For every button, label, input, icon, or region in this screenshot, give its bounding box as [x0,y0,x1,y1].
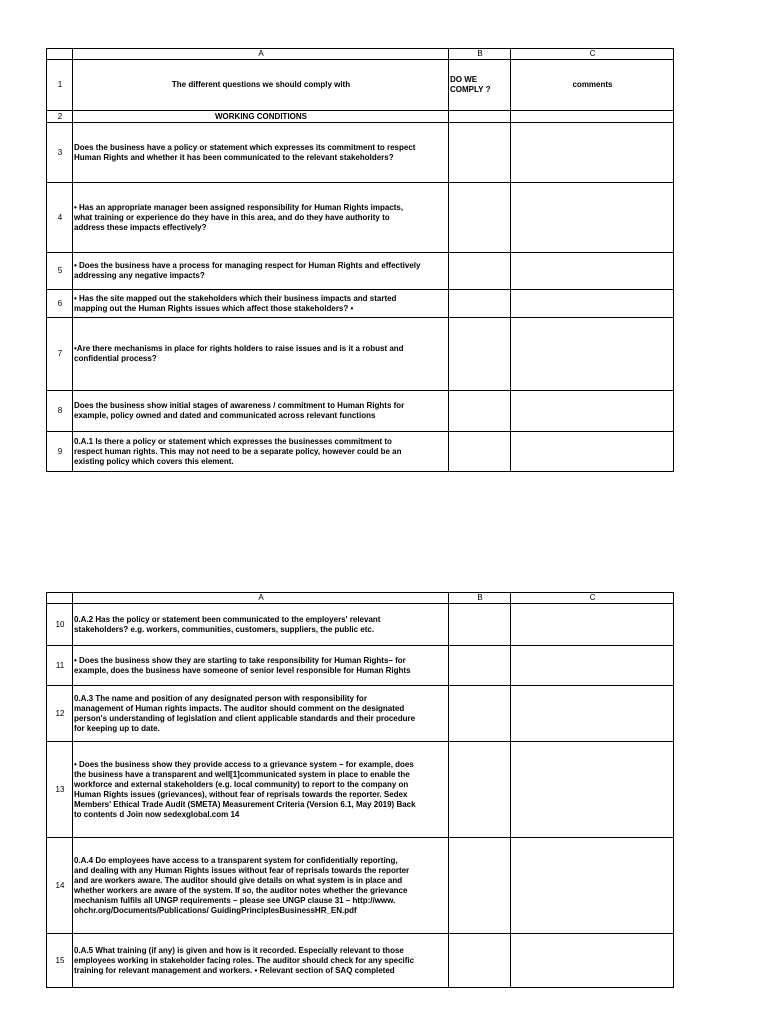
row-number[interactable]: 9 [47,432,73,472]
comply-cell[interactable] [449,838,511,934]
column-header-a[interactable]: A [73,593,449,604]
comply-cell[interactable] [449,742,511,838]
section-title[interactable]: WORKING CONDITIONS [73,111,449,123]
question-cell[interactable]: 0.A.5 What training (if any) is given and how is it recorded. Especially relevant to those employees working in stakeholder facing roles. The auditor should check for any specific training for relevant management and workers. • Relevant section of SAQ completed [73,934,449,988]
row-number[interactable]: 13 [47,742,73,838]
sheet-table-1 [46,48,674,472]
column-header-c[interactable]: C [511,593,674,604]
table-row [47,646,674,686]
question-cell[interactable]: 0.A.1 Is there a policy or statement which expresses the businesses commitment to respect human rights. This may not need to be a separate policy, however could be an existing policy which covers this element. [73,432,449,472]
section-row [47,111,674,123]
sheet-table-2 [46,592,674,988]
row-number[interactable]: 11 [47,646,73,686]
row-number[interactable]: 15 [47,934,73,988]
comply-cell[interactable] [449,432,511,472]
comments-cell[interactable] [511,111,674,123]
comments-cell[interactable] [511,646,674,686]
comments-cell[interactable] [511,432,674,472]
comply-cell[interactable] [449,391,511,432]
comments-header[interactable]: comments [511,60,674,111]
column-header-b[interactable]: B [449,593,511,604]
table-row [47,183,674,253]
row-number[interactable]: 10 [47,604,73,646]
table-row [47,391,674,432]
comments-cell[interactable] [511,290,674,318]
column-header-row [47,49,674,60]
comply-cell[interactable] [449,934,511,988]
comments-cell[interactable] [511,391,674,432]
column-header-row [47,593,674,604]
comply-header[interactable]: DO WE COMPLY ? [449,60,511,111]
comply-cell[interactable] [449,253,511,290]
comments-cell[interactable] [511,742,674,838]
question-cell[interactable]: •Are there mechanisms in place for rights holders to raise issues and is it a robust and confidential process? [73,318,449,391]
comments-cell[interactable] [511,934,674,988]
table-row [47,838,674,934]
comments-cell[interactable] [511,838,674,934]
comments-cell[interactable] [511,604,674,646]
column-header-a[interactable]: A [73,49,449,60]
comply-cell[interactable] [449,183,511,253]
row-number[interactable]: 3 [47,123,73,183]
row-number[interactable]: 7 [47,318,73,391]
table-row [47,123,674,183]
row-number[interactable]: 14 [47,838,73,934]
question-cell[interactable]: • Has the site mapped out the stakeholders which their business impacts and started mapping out the Human Rights issues which affect those stakeholders? • [73,290,449,318]
question-cell[interactable]: Does the business show initial stages of awareness / commitment to Human Rights for example, policy owned and dated and communicated across relevant functions [73,391,449,432]
row-number[interactable]: 2 [47,111,73,123]
table-row [47,604,674,646]
comply-cell[interactable] [449,646,511,686]
row-number[interactable]: 8 [47,391,73,432]
question-cell[interactable]: 0.A.4 Do employees have access to a transparent system for confidentially reporting, and dealing with any Human Rights issues without fear of reprisals towards the reporter and are workers aware. The auditor should give details on what system is in place and whether workers are aware of the system. If so, the auditor notes whether the grievance mechanism fulfils all UNGP requirements – please see UNGP clause 31 – http://www. ohchr.org/Documents/Publications/ GuidingPrinciplesBusinessHR_EN.pdf [73,838,449,934]
question-cell[interactable]: • Does the business show they provide access to a grievance system – for example, does the business have a transparent and well[1]communicated system in place to enable the workforce and external stakeholders (e.g. local community) to report to the company on Human Rights issues (grievances), without fear of reprisals towards the reporter. Sedex Members' Ethical Trade Audit (SMETA) Measurement Criteria (Version 6.1, May 2019) Back to contents d Join now sedexglobal.com 14 [73,742,449,838]
row-number[interactable]: 1 [47,60,73,111]
table-row [47,686,674,742]
row-number[interactable]: 12 [47,686,73,742]
comply-cell[interactable] [449,604,511,646]
comply-cell[interactable] [449,123,511,183]
question-cell[interactable]: Does the business have a policy or statement which expresses its commitment to respect Human Rights and whether it has been communicated to the relevant stakeholders? [73,123,449,183]
comments-cell[interactable] [511,123,674,183]
column-header-c[interactable]: C [511,49,674,60]
row-number[interactable]: 4 [47,183,73,253]
comments-cell[interactable] [511,253,674,290]
question-cell[interactable]: 0.A.2 Has the policy or statement been communicated to the employers' relevant stakeholders? e.g. workers, communities, customers, suppliers, the public etc. [73,604,449,646]
comply-cell[interactable] [449,290,511,318]
comments-cell[interactable] [511,318,674,391]
question-cell[interactable]: • Does the business have a process for managing respect for Human Rights and effectively addressing any negative impacts? [73,253,449,290]
comply-cell[interactable] [449,111,511,123]
table-row [47,290,674,318]
row-number[interactable]: 6 [47,290,73,318]
comply-cell[interactable] [449,686,511,742]
table-row [47,432,674,472]
question-cell[interactable]: • Has an appropriate manager been assigned responsibility for Human Rights impacts, what training or experience do they have in this area, and do they have authority to address these impacts effectively? [73,183,449,253]
question-cell[interactable]: 0.A.3 The name and position of any designated person with responsibility for management of Human rights impacts. The auditor should comment on the designated person's understanding of legislation and client applicable standards and their procedure for keeping up to date. [73,686,449,742]
row-number[interactable]: 5 [47,253,73,290]
table-row [47,742,674,838]
comments-cell[interactable] [511,183,674,253]
table-row [47,318,674,391]
comments-cell[interactable] [511,686,674,742]
questions-header[interactable]: The different questions we should comply with [73,60,449,111]
table-row [47,934,674,988]
table-row [47,253,674,290]
corner-cell[interactable] [47,49,73,60]
question-cell[interactable]: • Does the business show they are starting to take responsibility for Human Rights– for example, does the business have someone of senior level responsible for Human Rights [73,646,449,686]
header-row [47,60,674,111]
column-header-b[interactable]: B [449,49,511,60]
corner-cell[interactable] [47,593,73,604]
comply-cell[interactable] [449,318,511,391]
